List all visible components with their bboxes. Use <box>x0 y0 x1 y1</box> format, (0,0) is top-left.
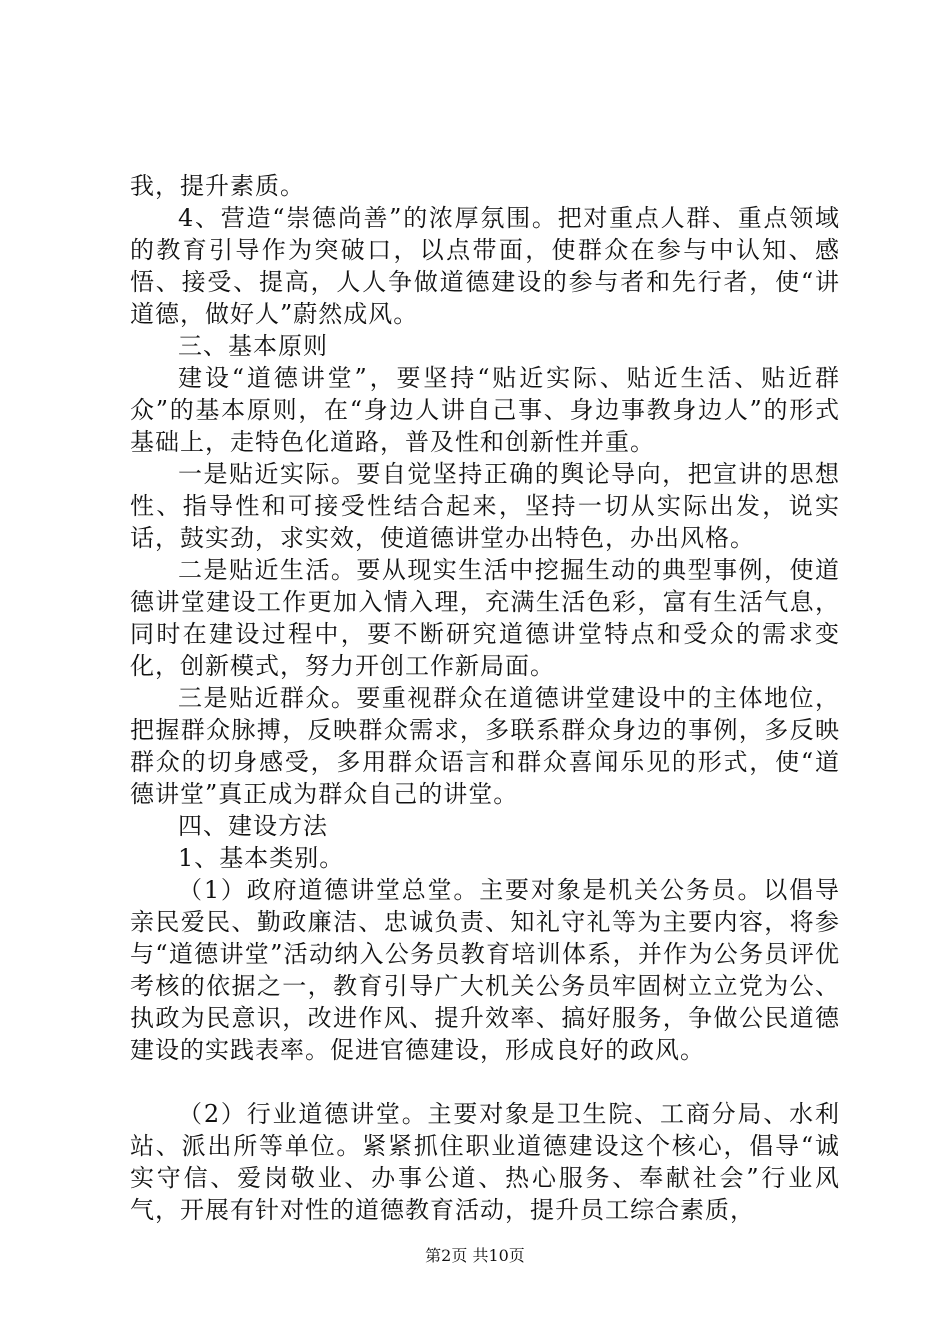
paragraph-principles-intro: 建设“道德讲堂”，要坚持“贴近实际、贴近生活、贴近群众”的基本原则，在“身边人讲自己事、身边事教身边人”的形式基础上，走特色化道路，普及性和创新性并重。 <box>130 364 840 456</box>
paragraph-item-4: 4、营造“崇德尚善”的浓厚氛围。把对重点人群、重点领域的教育引导作为突破口，以点带面，使群众在参与中认知、感悟、接受、提高，人人争做道德建设的参与者和先行者，使“讲道德，做好人”蔚然成风。 <box>130 204 840 328</box>
section-heading-methods: 四、建设方法 <box>178 812 328 840</box>
paragraph-spacer <box>130 1066 840 1098</box>
subheading-basic-categories: 1、基本类别。 <box>178 844 345 872</box>
paragraph-principle-life: 二是贴近生活。要从现实生活中挖掘生动的典型事例，使道德讲堂建设工作更加入情入理，充满生活色彩，富有生活气息，同时在建设过程中，要不断研究道德讲堂特点和受众的需求变化，创新模式，努力开创工作新局面。 <box>130 556 840 680</box>
paragraph-principle-practice: 一是贴近实际。要自觉坚持正确的舆论导向，把宣讲的思想性、指导性和可接受性结合起来，坚持一切从实际出发，说实话，鼓实劲，求实效，使道德讲堂办出特色，办出风格。 <box>130 460 840 552</box>
document-body <box>130 170 840 1226</box>
paragraph-government-hall: （1）政府道德讲堂总堂。主要对象是机关公务员。以倡导亲民爱民、勤政廉洁、忠诚负责、知礼守礼等为主要内容，将参与“道德讲堂”活动纳入公务员教育培训体系，并作为公务员评优考核的依据之一，教育引导广大机关公务员牢固树立立党为公、执政为民意识，改进作风、提升效率、搞好服务，争做公民道德建设的实践表率。促进官德建设，形成良好的政风。 <box>130 876 840 1064</box>
paragraph-industry-hall: （2）行业道德讲堂。主要对象是卫生院、工商分局、水利站、派出所等单位。紧紧抓住职业道德建设这个核心，倡导“诚实守信、爱岗敬业、办事公道、热心服务、奉献社会”行业风气，开展有针对性的道德教育活动，提升员工综合素质， <box>130 1100 840 1224</box>
paragraph-principle-masses: 三是贴近群众。要重视群众在道德讲堂建设中的主体地位，把握群众脉搏，反映群众需求，多联系群众身边的事例，多反映群众的切身感受，多用群众语言和群众喜闻乐见的形式，使“道德讲堂”真正成为群众自己的讲堂。 <box>130 684 840 808</box>
section-heading-principles: 三、基本原则 <box>178 332 328 360</box>
paragraph-continuation: 我，提升素质。 <box>130 172 305 200</box>
page-footer: 第2页 共10页 <box>425 1246 525 1265</box>
